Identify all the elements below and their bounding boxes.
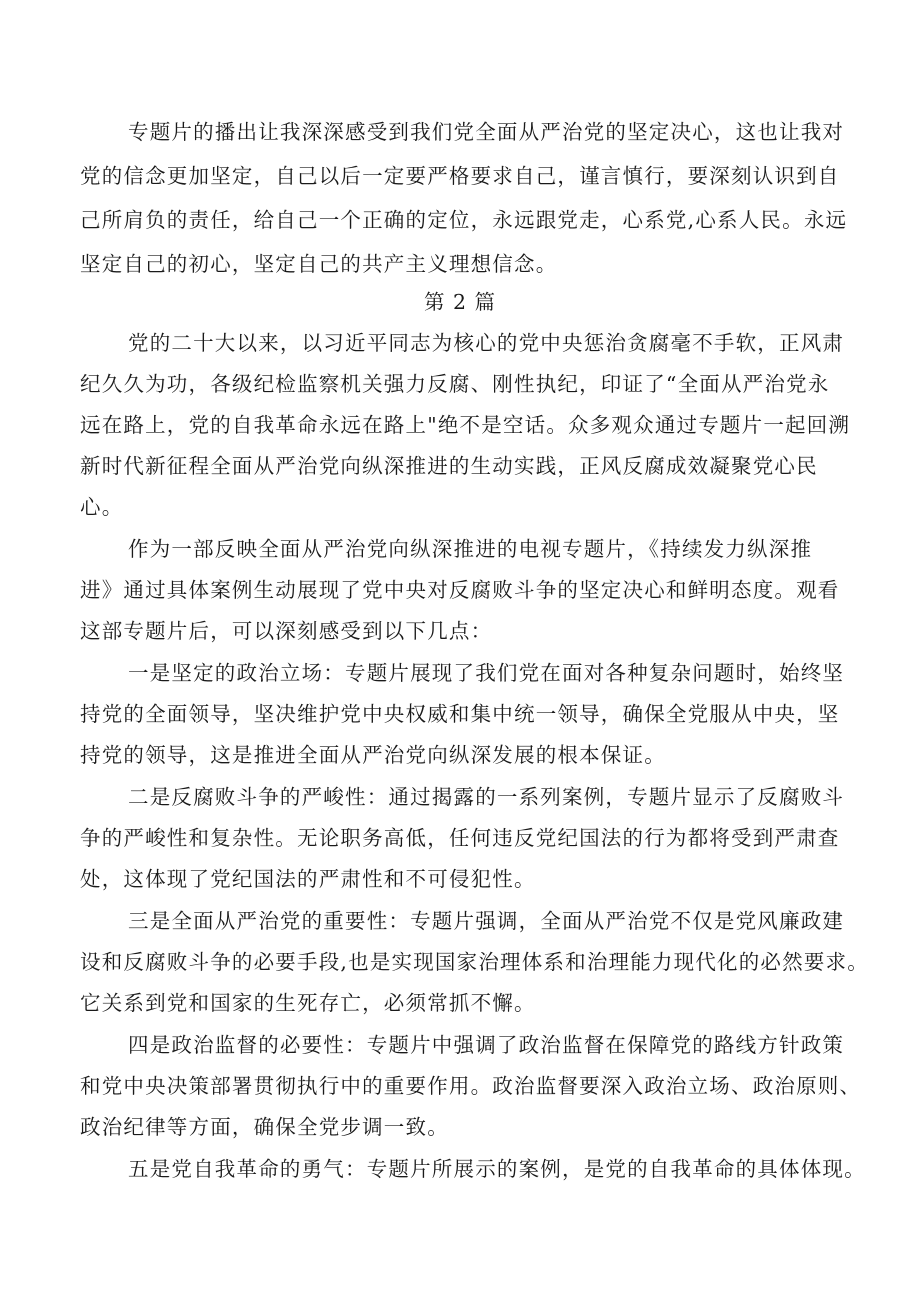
paragraph-line: 坚定自己的初心，坚定自己的共产主义理想信念。 <box>80 252 558 276</box>
paragraph-line: 己所肩负的责任，给自己一个正确的定位，永远跟党走，心系党,心系人民。永远 <box>80 208 848 232</box>
paragraph-line: 党的信念更加坚定，自己以后一定要严格要求自己，谨言慎行，要深刻认识到自 <box>80 164 840 188</box>
paragraph-line: 争的严峻性和复杂性。无论职务高低，任何违反党纪国法的行为都将受到严肃查 <box>80 826 840 850</box>
paragraph-line: 它关系到党和国家的生死存亡，必须常抓不懈。 <box>80 991 536 1015</box>
paragraph-line: 处，这体现了党纪国法的严肃性和不可侵犯性。 <box>80 867 536 891</box>
paragraph-line: 三是全面从严治党的重要性：专题片强调，全面从严治党不仅是党风廉政建 <box>128 909 845 933</box>
paragraph-line: 政治纪律等方面，确保全党步调一致。 <box>80 1115 449 1139</box>
paragraph-line: 五是党自我革命的勇气：专题片所展示的案例，是党的自我革命的具体体现。 <box>128 1157 866 1181</box>
paragraph-line: 和党中央决策部署贯彻执行中的重要作用。政治监督要深入政治立场、政治原则、 <box>80 1074 862 1098</box>
paragraph-line: 一是坚定的政治立场：专题片展现了我们党在面对各种复杂问题时，始终坚 <box>128 661 845 685</box>
paragraph-line: 四是政治监督的必要性：专题片中强调了政治监督在保障党的路线方针政策 <box>128 1033 845 1057</box>
section-title: 第 2 篇 <box>423 290 497 314</box>
paragraph-line: 设和反腐败斗争的必要手段,也是实现国家治理体系和治理能力现代化的必然要求。 <box>80 950 869 974</box>
paragraph-line: 作为一部反映全面从严治党向纵深推进的电视专题片，《持续发力纵深推 <box>128 537 813 561</box>
paragraph-line: 持党的领导，这是推进全面从严治党向纵深发展的根本保证。 <box>80 743 666 767</box>
paragraph-line: 纪久久为功，各级纪检监察机关强力反腐、刚性执纪，印证了“全面从严治党永 <box>80 372 830 396</box>
paragraph-line: 远在路上，党的自我革命永远在路上"绝不是空话。众多观众通过专题片一起回溯 <box>80 413 851 437</box>
paragraph-line: 专题片的播出让我深深感受到我们党全面从严治党的坚定决心，这也让我对 <box>128 120 845 144</box>
paragraph-line: 持党的全面领导，坚决维护党中央权威和集中统一领导，确保全党服从中央，坚 <box>80 702 840 726</box>
paragraph-line: 心。 <box>80 495 124 519</box>
paragraph-line: 党的二十大以来，以习近平同志为核心的党中央惩治贪腐毫不手软，正风肃 <box>128 331 845 355</box>
paragraph-line: 进》通过具体案例生动展现了党中央对反腐败斗争的坚定决心和鲜明态度。观看 <box>80 578 840 602</box>
paragraph-line: 二是反腐败斗争的严峻性：通过揭露的一系列案例，专题片显示了反腐败斗 <box>128 785 845 809</box>
paragraph-line: 这部专题片后，可以深刻感受到以下几点： <box>80 619 493 643</box>
paragraph-line: 新时代新征程全面从严治党向纵深推进的生动实践，正风反腐成效凝聚党心民 <box>80 454 818 478</box>
